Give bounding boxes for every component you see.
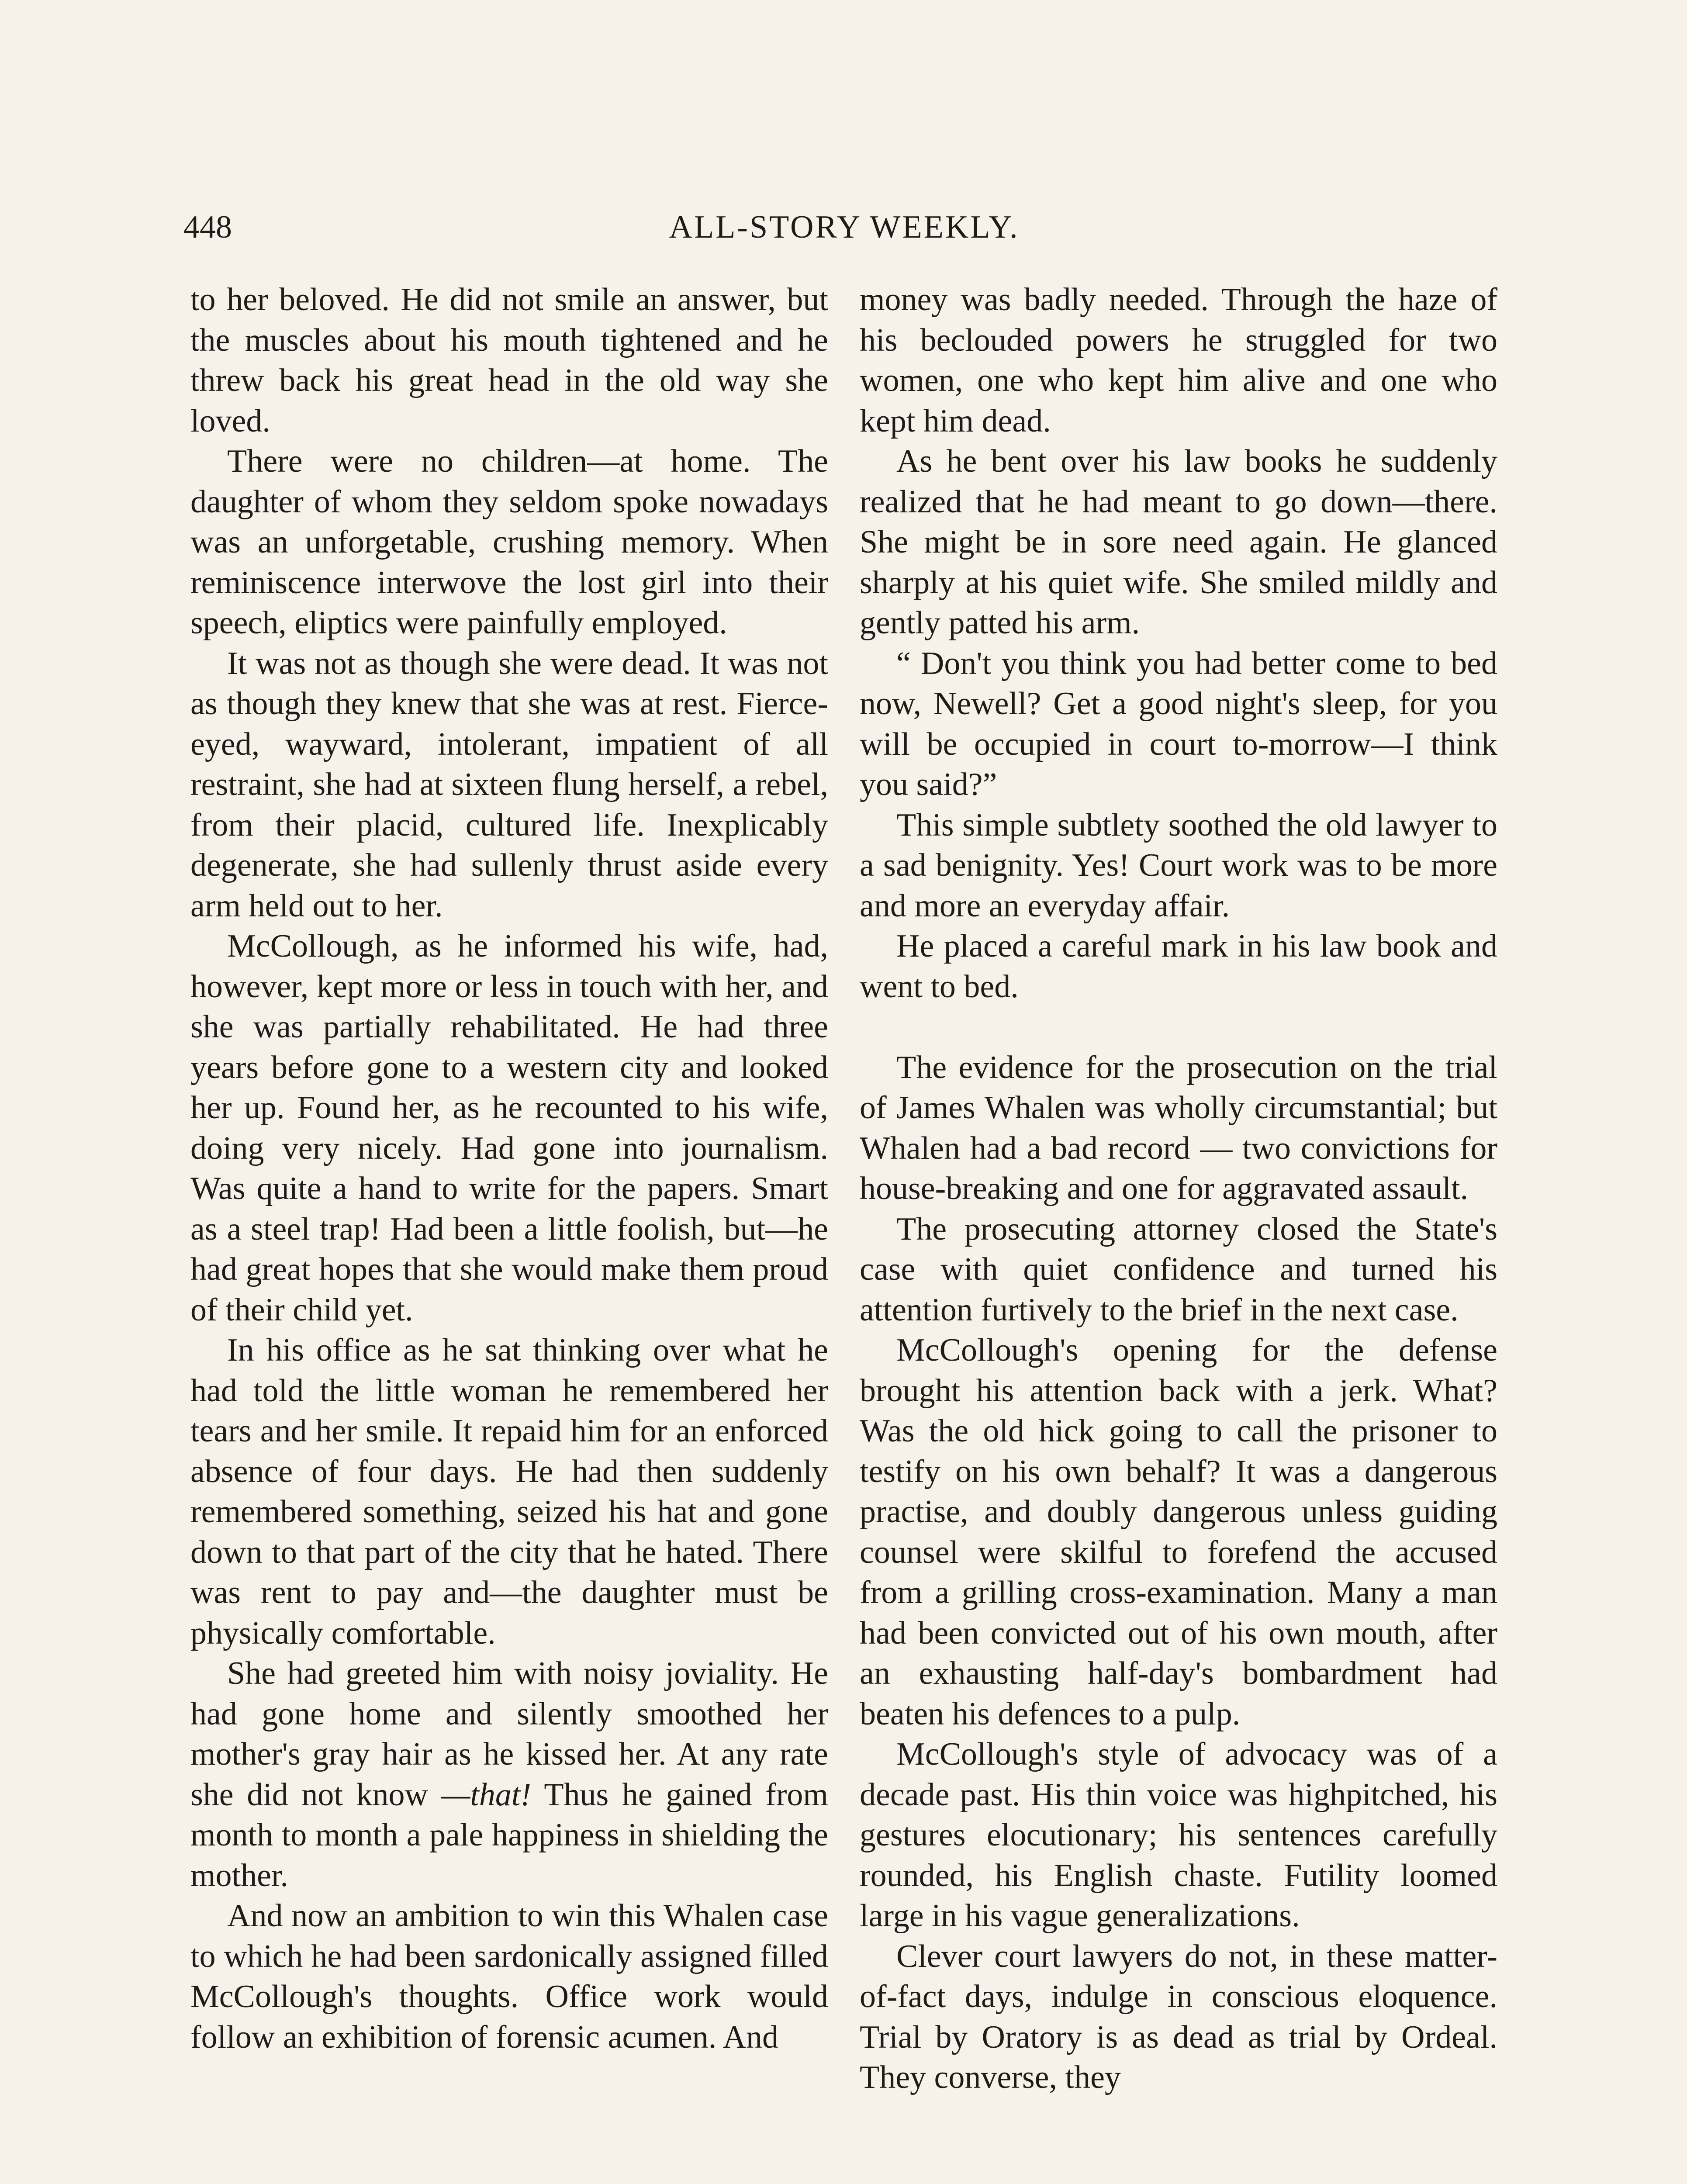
paragraph-text: She had greeted him with noisy joviality. He had gone home and silently smoothed her mother's gray hair as he kissed her. At any rate she did not know	[190, 1655, 828, 1813]
paragraph: As he bent over his law books he suddenly realized that he had meant to go down—there. She might be in sore need again. He glanced sharply at his quiet wife. She smiled mildly and gently patted his arm.	[860, 443, 1497, 641]
paragraph: McCollough's opening for the defense brought his attention back with a jerk. What? Was the old hick going to call the prisoner to testify on his own behalf? It was a dangerous practise, and doubly dangerous unless guiding counsel were skilful to forefend the accused from a grilling cross-examination. Many a man had been convicted out of his own mouth, after an exhausting half-day's bombardment had beaten his defences to a pulp.	[860, 1332, 1497, 1732]
paragraph	[190, 1653, 828, 1896]
page-header	[183, 205, 1505, 249]
paragraph: The prosecuting attorney closed the State's case with quiet confidence and turned his attention furtively to the brief in the next case.	[860, 1211, 1497, 1328]
paragraph: In his office as he sat thinking over what he had told the little woman he remembered her tears and her smile. It repaid him for an enforced absence of four days. He had then suddenly remembered something, seized his hat and gone down to that part of the city that he hated. There was rent to pay and—the daughter must be physically comfortable.	[190, 1332, 828, 1651]
paragraph: McCollough, as he informed his wife, had, however, kept more or less in touch with her, and she was partially rehabilitated. He had three years before gone to a western city and looked her up. Found her, as he recounted to his wife, doing very nicely. Had gone into journalism. Was quite a hand to write for the papers. Smart as a steel trap! Had been a little foolish, but—he had great hopes that she would make them proud of their child yet.	[190, 928, 828, 1328]
paragraph: Clever court lawyers do not, in these matter-of-fact days, indulge in conscious eloquence. Trial by Oratory is as dead as trial by Ordeal. They converse, they	[860, 1938, 1497, 2095]
paragraph: The evidence for the prosecution on the trial of James Whalen was wholly circumstantial; but Whalen had a bad record — two convictions for house-breaking and one for aggravated assault.	[860, 1049, 1497, 1206]
left-column	[190, 280, 828, 2057]
paragraph: There were no children—at home. The daughter of whom they seldom spoke nowadays was an unforgetable, crushing memory. When reminiscence interwove the lost girl into their speech, eliptics were painfully employed.	[190, 443, 828, 641]
paragraph: This simple subtlety soothed the old lawyer to a sad benignity. Yes! Court work was to be more and more an everyday affair.	[860, 807, 1497, 924]
paragraph: to her beloved. He did not smile an answer, but the muscles about his mouth tightened and he threw back his great head in the old way she loved.	[190, 282, 828, 439]
paragraph: He placed a careful mark in his law book and went to bed.	[860, 928, 1497, 1005]
page-number: 448	[183, 209, 232, 245]
italic-emphasis: —that!	[441, 1776, 532, 1813]
paragraph: It was not as though she were dead. It was not as though they knew that she was at rest. Fierce-eyed, wayward, intolerant, impatient of all restraint, she had at sixteen flung herself, a rebel, from their placid, cultured life. Inexplicably degenerate, she had sullenly thrust aside every arm held out to her.	[190, 645, 828, 924]
paragraph: money was badly needed. Through the haze of his beclouded powers he struggled for two women, one who kept him alive and one who kept him dead.	[860, 282, 1497, 439]
paragraph-text: Thus he gained from month to month a pale happiness in shielding the mother.	[190, 1776, 828, 1894]
running-title: ALL-STORY WEEKLY.	[669, 209, 1020, 245]
paragraph: McCollough's style of advocacy was of a decade past. His thin voice was highpitched, his gestures elocutionary; his sentences carefully rounded, his English chaste. Futility loomed large in his vague generalizations.	[860, 1736, 1497, 1934]
section-break	[860, 1007, 1497, 1047]
paragraph: “ Don't you think you had better come to bed now, Newell? Get a good night's sleep, for you will be occupied in court to-morrow—I think you said?”	[860, 645, 1497, 802]
right-column	[860, 280, 1497, 2098]
paragraph: And now an ambition to win this Whalen case to which he had been sardonically assigned filled McCollough's thoughts. Office work would follow an exhibition of forensic acumen. And	[190, 1898, 828, 2055]
